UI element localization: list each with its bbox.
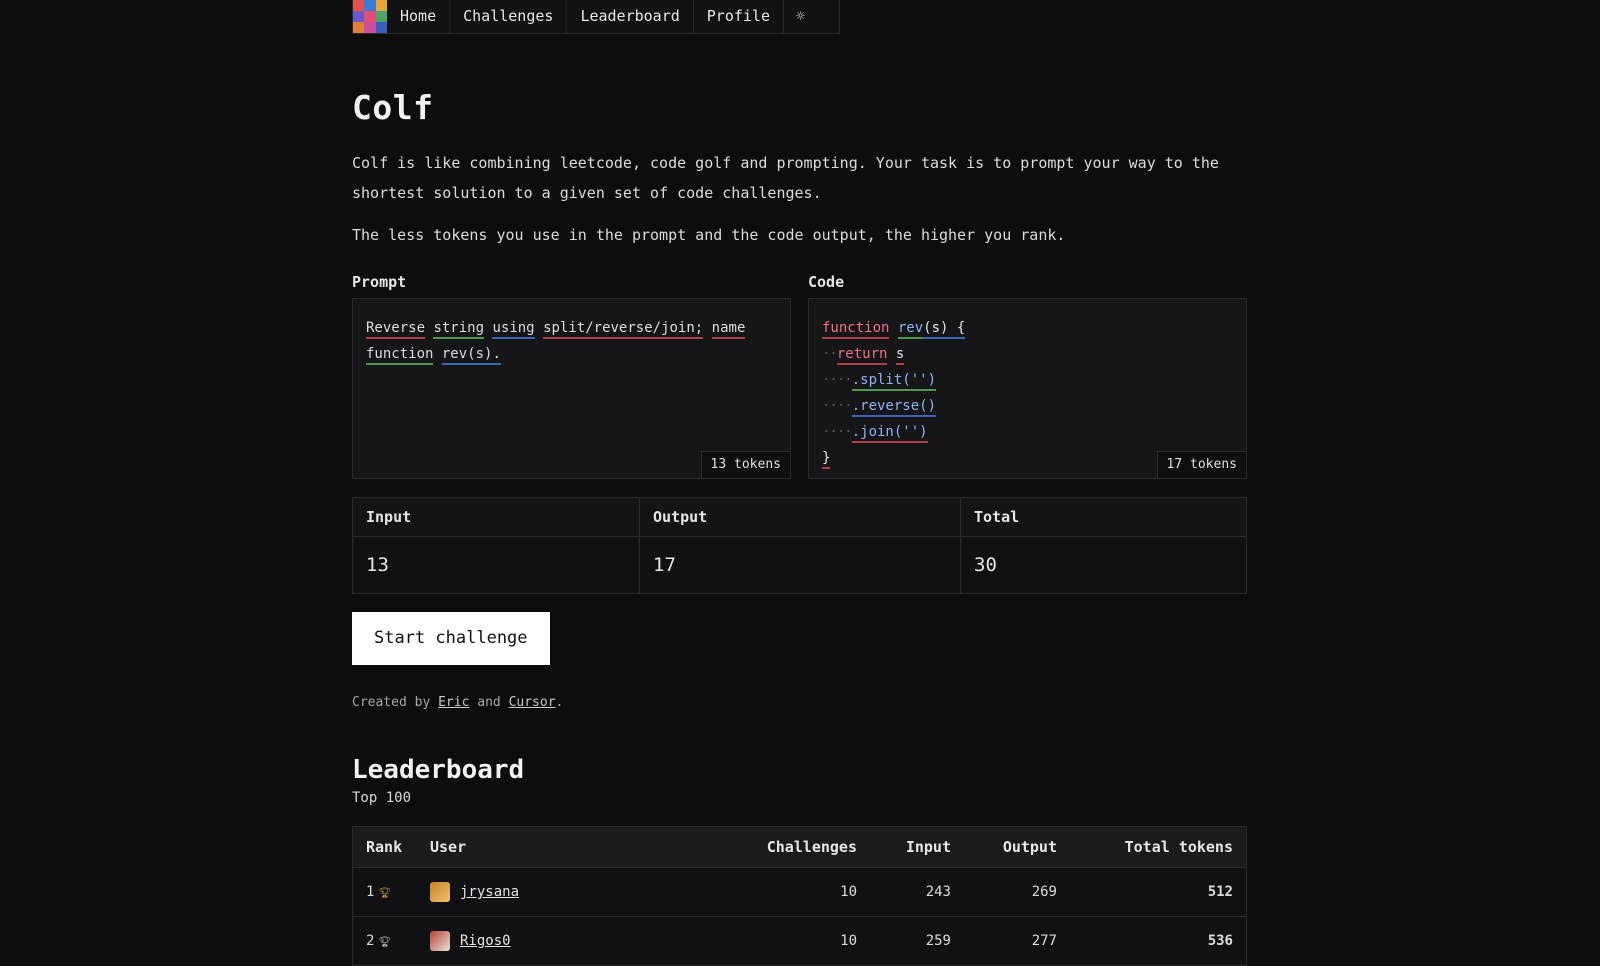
logo-cell — [364, 0, 375, 11]
output-cell: 269 — [964, 868, 1070, 917]
user-link[interactable]: Rigos0 — [460, 933, 511, 949]
code-token: return — [837, 346, 888, 365]
trophy-icon: 🏆︎ — [378, 888, 392, 899]
credit-suffix: . — [555, 695, 564, 710]
stats-header-input: Input — [353, 498, 640, 537]
sun-icon[interactable]: ☼ — [796, 7, 806, 25]
credit-prefix: Created by — [352, 695, 431, 710]
leaderboard-header-row — [353, 827, 1247, 868]
col-output: Output — [964, 827, 1070, 868]
prompt-token: Reverse — [366, 320, 425, 339]
logo-cell — [376, 11, 387, 22]
trophy-icon: 🏆︎ — [378, 937, 392, 948]
leaderboard-table — [352, 826, 1247, 966]
token-stats-table — [352, 497, 1247, 594]
prompt-token: using — [492, 320, 534, 339]
nav-challenges[interactable]: Challenges — [450, 0, 567, 33]
logo-cell — [353, 0, 364, 11]
code-box — [808, 298, 1247, 479]
code-panel — [808, 270, 1247, 479]
stats-header-total: Total — [961, 498, 1247, 537]
page-title: Colf — [352, 88, 434, 127]
rank-value: 1 — [366, 884, 375, 900]
prompt-token: function — [366, 346, 433, 365]
code-token: s — [896, 346, 904, 365]
code-line — [822, 315, 1233, 341]
col-input: Input — [870, 827, 964, 868]
input-cell: 243 — [870, 868, 964, 917]
prompt-label: Prompt — [352, 273, 407, 291]
prompt-token: name — [712, 320, 746, 339]
leaderboard-title: Leaderboard — [352, 755, 525, 785]
avatar — [430, 931, 450, 951]
logo-cell — [353, 22, 364, 33]
avatar — [430, 882, 450, 902]
start-challenge-button[interactable]: Start challenge — [352, 612, 550, 665]
stats-output-value: 17 — [640, 537, 961, 594]
author-link-eric[interactable]: Eric — [438, 695, 470, 710]
top-nav — [352, 0, 840, 34]
code-label: Code — [808, 273, 845, 291]
user-cell — [417, 868, 724, 917]
code-token: .reverse() — [852, 398, 936, 417]
table-row[interactable] — [353, 917, 1247, 966]
author-link-cursor[interactable]: Cursor — [508, 695, 556, 710]
total-cell: 536 — [1070, 917, 1247, 966]
code-token: rev — [898, 320, 923, 339]
leaderboard-subtitle: Top 100 — [352, 790, 412, 806]
table-row[interactable] — [353, 868, 1247, 917]
rank-cell — [353, 868, 418, 917]
logo-cell — [376, 22, 387, 33]
prompt-token: rev(s). — [442, 346, 501, 365]
stats-header-output: Output — [640, 498, 961, 537]
code-line: ····.reverse() — [822, 393, 1233, 419]
intro-text-2: The less tokens you use in the prompt and the code output, the higher you rank. — [352, 226, 1066, 244]
logo-icon[interactable] — [353, 0, 387, 33]
col-user: User — [417, 827, 724, 868]
prompt-token-count: 13 tokens — [701, 451, 790, 478]
nav-home[interactable]: Home — [387, 0, 450, 33]
user-link[interactable]: jrysana — [460, 884, 520, 900]
nav-profile[interactable]: Profile — [694, 0, 784, 33]
logo-cell — [364, 11, 375, 22]
col-challenges: Challenges — [724, 827, 870, 868]
output-cell: 277 — [964, 917, 1070, 966]
stats-input-value: 13 — [353, 537, 640, 594]
code-line: ····.split('') — [822, 367, 1233, 393]
logo-cell — [364, 22, 375, 33]
page — [352, 0, 1247, 966]
total-cell: 512 — [1070, 868, 1247, 917]
code-token-count: 17 tokens — [1157, 451, 1246, 478]
code-token: .join('') — [852, 424, 928, 443]
intro-text: Colf is like combining leetcode, code golf and prompting. Your task is to prompt your way to the shortest solution to a given set of code challenges. — [352, 154, 1219, 202]
col-total-tokens: Total tokens — [1070, 827, 1247, 868]
code-token: (s) { — [923, 320, 965, 339]
input-cell: 259 — [870, 917, 964, 966]
prompt-token: split/reverse/join; — [543, 320, 703, 339]
code-token: } — [822, 450, 830, 469]
prompt-token: string — [433, 320, 484, 339]
prompt-box — [352, 298, 791, 479]
user-cell — [417, 917, 724, 966]
challenges-cell: 10 — [724, 868, 870, 917]
code-line: ····.join('') — [822, 419, 1233, 445]
logo-cell — [376, 0, 387, 11]
nav-leaderboard[interactable]: Leaderboard — [567, 0, 693, 33]
rank-value: 2 — [366, 933, 375, 949]
prompt-panel — [352, 270, 791, 479]
code-token: function — [822, 320, 889, 339]
code-line: ··return s — [822, 341, 1233, 367]
challenges-cell: 10 — [724, 917, 870, 966]
example-panels — [352, 270, 1247, 479]
col-rank: Rank — [353, 827, 418, 868]
stats-total-value: 30 — [961, 537, 1247, 594]
code-token: .split('') — [852, 372, 936, 391]
rank-cell — [353, 917, 418, 966]
logo-cell — [353, 11, 364, 22]
credit-line — [352, 695, 1247, 710]
credit-and: and — [477, 695, 501, 710]
